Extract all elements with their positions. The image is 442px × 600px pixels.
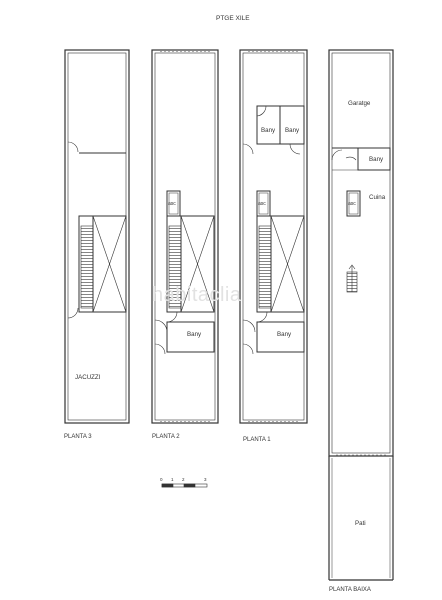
planta-1-plan [240, 50, 307, 423]
planta-baixa-label: PLANTA BAIXA [329, 587, 371, 593]
planta-baixa-garatge-label: Garatge [348, 100, 371, 107]
scale-bar [162, 484, 207, 487]
scale-tick-0: 0 [160, 477, 163, 482]
drawing-title: PTGE XILE [216, 15, 250, 22]
planta-2-label: PLANTA 2 [152, 434, 180, 440]
planta-1-bany-top-left-label: Bany [261, 127, 276, 134]
planta-baixa-outer-wall [329, 50, 393, 456]
planta-baixa-asc-label: asc [348, 201, 356, 207]
planta-1-bany-top-right-label: Bany [285, 127, 300, 134]
watermark: habitaclia [152, 284, 242, 306]
planta-3-jacuzzi-label: JACUZZI [75, 374, 101, 381]
planta-baixa-bany-label: Bany [369, 156, 384, 163]
planta-2-asc-label: asc [168, 201, 176, 207]
planta-2-outer-wall [152, 50, 218, 423]
planta-1-bathroom-left [257, 106, 280, 144]
scale-tick-3: 3 [204, 477, 207, 482]
planta-3-label: PLANTA 3 [64, 434, 92, 440]
planta-2-bany-label: Bany [187, 331, 202, 338]
planta-baixa-plan [329, 50, 393, 580]
planta-baixa-pati-label: Pati [355, 520, 366, 527]
planta-1-bany-label: Bany [277, 331, 292, 338]
planta-3-outer-wall [65, 50, 129, 423]
planta-3-plan [65, 50, 129, 423]
planta-3-door [68, 142, 78, 152]
planta-2-plan [152, 50, 218, 423]
planta-1-label: PLANTA 1 [243, 437, 271, 443]
planta-1-bathroom-right [280, 106, 304, 144]
planta-baixa-cuina-label: Cuina [369, 194, 386, 201]
planta-1-asc-label: asc [258, 201, 266, 207]
scale-tick-2: 2 [182, 477, 185, 482]
scale-tick-1: 1 [171, 477, 174, 482]
